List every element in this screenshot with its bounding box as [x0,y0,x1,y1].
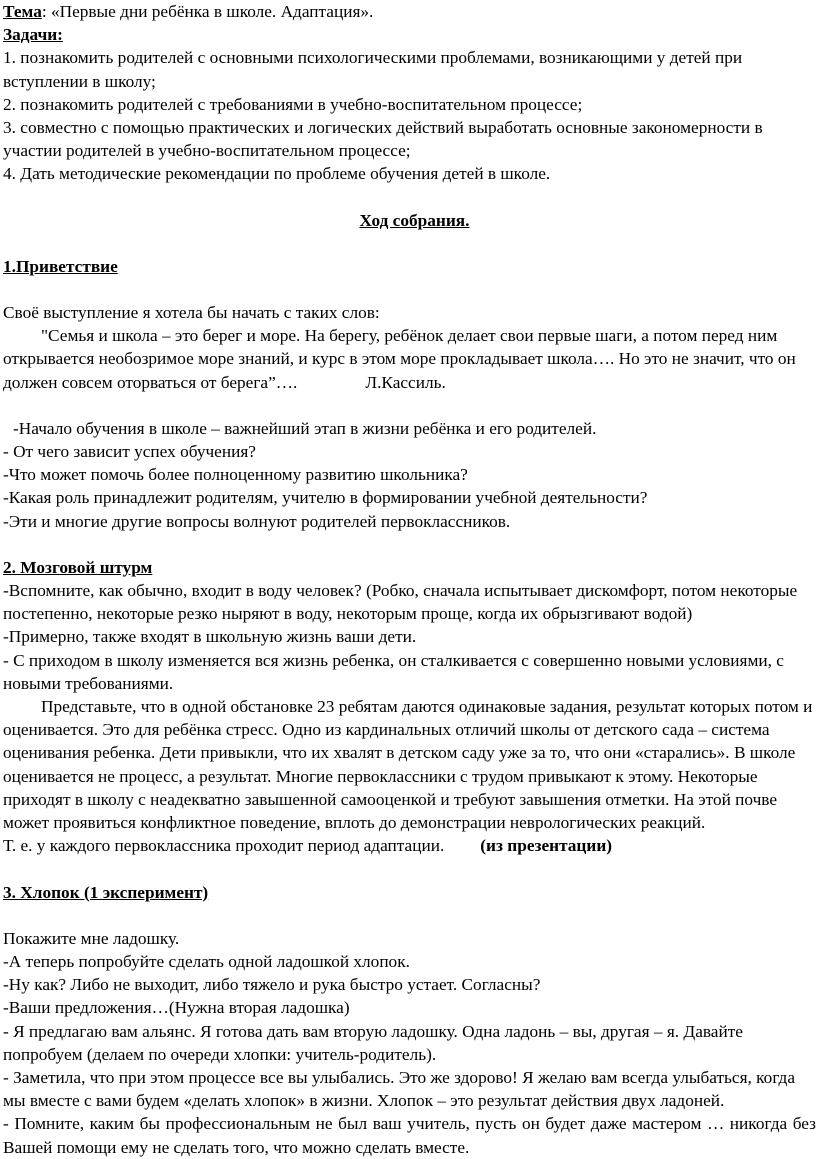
section3-line: Покажите мне ладошку. [3,928,180,948]
topic-text: : «Первые дни ребёнка в школе. Адаптация». [41,2,374,21]
section1-title: 1.Приветствие [3,256,118,276]
section3-line: - Заметила, что при этом процессе все вы улыбались. Это же здорово! Я желаю вам всегда улыбаться, когда мы вместе с вами будем «делать хлопок» в жизни. Хлопок – это результат действия двух ладоней. [3,1067,796,1111]
topic-label: Тема [3,2,42,21]
section2-line: -Вспомните, как обычно, входит в воду человек? (Робко, сначала испытывает дискомфорт, потом некоторые постепенно, некоторые резко ныряют в воду, некоторым проще, когда их обрызгивают водой) [3,581,798,624]
agenda-title: Ход собрания. [359,210,470,230]
section2-line: -Примерно, также входят в школьную жизнь ваши дети. [3,627,417,647]
topic-line [3,0,816,23]
section1-line: -Какая роль принадлежит родителям, учителю в формировании учебной деятельности? [3,488,648,508]
section1-line: -Эти и многие другие вопросы волнуют родителей первоклассников. [3,511,511,531]
section2-line: - С приходом в школу изменяется вся жизнь ребенка, он сталкивается с совершенно новыми условиями, с новыми требованиями. [3,650,784,693]
section1-line: -Начало обучения в школе – важнейший этап в жизни ребёнка и его родителей. [13,418,597,438]
section2-paragraph: Представьте, что в одной обстановке 23 ребятам даются одинаковые задания, результат которых потом и оценивается. Это для ребёнка стресс. Одно из кардинальных отличий школы от детского сада – система оценивания ребенка. Дети привыкли, что их хвалят в детском саду уже за то, что они «старались». В школе оценивается не процесс, а результат. Многие первоклассники с трудом привыкают к этому. Некоторые приходят в школу с неадекватно завышенной самооценкой и требуют завышения отметки. На этой почве может проявиться конфликтное поведение, вплоть до демонстрации неврологических реакций. [3,697,813,833]
task-item: 3. совместно с помощью практических и логических действий выработать основные закономерности в участии родителей в учебно-воспитательном процессе; [3,118,763,161]
section3-title: 3. Хлопок (1 эксперимент) [3,882,209,902]
closing-text: Т. е. у каждого первоклассника проходит период адаптации. [3,836,445,856]
quote-text: "Семья и школа – это берег и море. На берегу, ребёнок делает свои первые шаги, а потом перед ним открывается необозримое море знаний, и курс в этом море прокладывает школа…. Но это не значит, что он должен совсем оторваться от берега”…. [3,326,796,392]
section1-intro: Своё выступление я хотела бы начать с таких слов: [3,303,380,323]
closing-ref: (из презентации) [480,836,613,856]
quote-author: Л.Кассиль. [365,372,446,392]
section3-line: - Я предлагаю вам альянс. Я готова дать вам вторую ладошку. Одна ладонь – вы, другая – я. Давайте попробуем (делаем по очереди хлопки: учитель-родитель). [3,1021,743,1064]
section2-title: 2. Мозговой штурм [3,557,153,577]
section1-quote [3,324,816,394]
section1-line: -Что может помочь более полноценному развитию школьника? [3,465,468,485]
task-item: 4. Дать методические рекомендации по проблеме обучения детей в школе. [3,164,551,184]
tasks-label: Задачи: [3,25,63,45]
section3-line: -Ну как? Либо не выходит, либо тяжело и рука быстро устает. Согласны? [3,975,541,995]
section3-line: -Ваши предложения…(Нужна вторая ладошка) [3,998,350,1018]
section1-line: - От чего зависит успех обучения? [3,442,256,462]
task-item: 1. познакомить родителей с основными психологическими проблемами, возникающими у детей при вступлении в школу; [3,48,743,91]
section2-closing [3,834,816,857]
section3-line: -А теперь попробуйте сделать одной ладошкой хлопок. [3,951,410,971]
section3-line: - Помните, каким бы профессиональным не был ваш учитель, пусть он будет даже мастером … никогда без Вашей помощи ему не сделать того, что можно сделать вместе. [3,1114,816,1157]
task-item: 2. познакомить родителей с требованиями в учебно-воспитательном процессе; [3,94,583,114]
